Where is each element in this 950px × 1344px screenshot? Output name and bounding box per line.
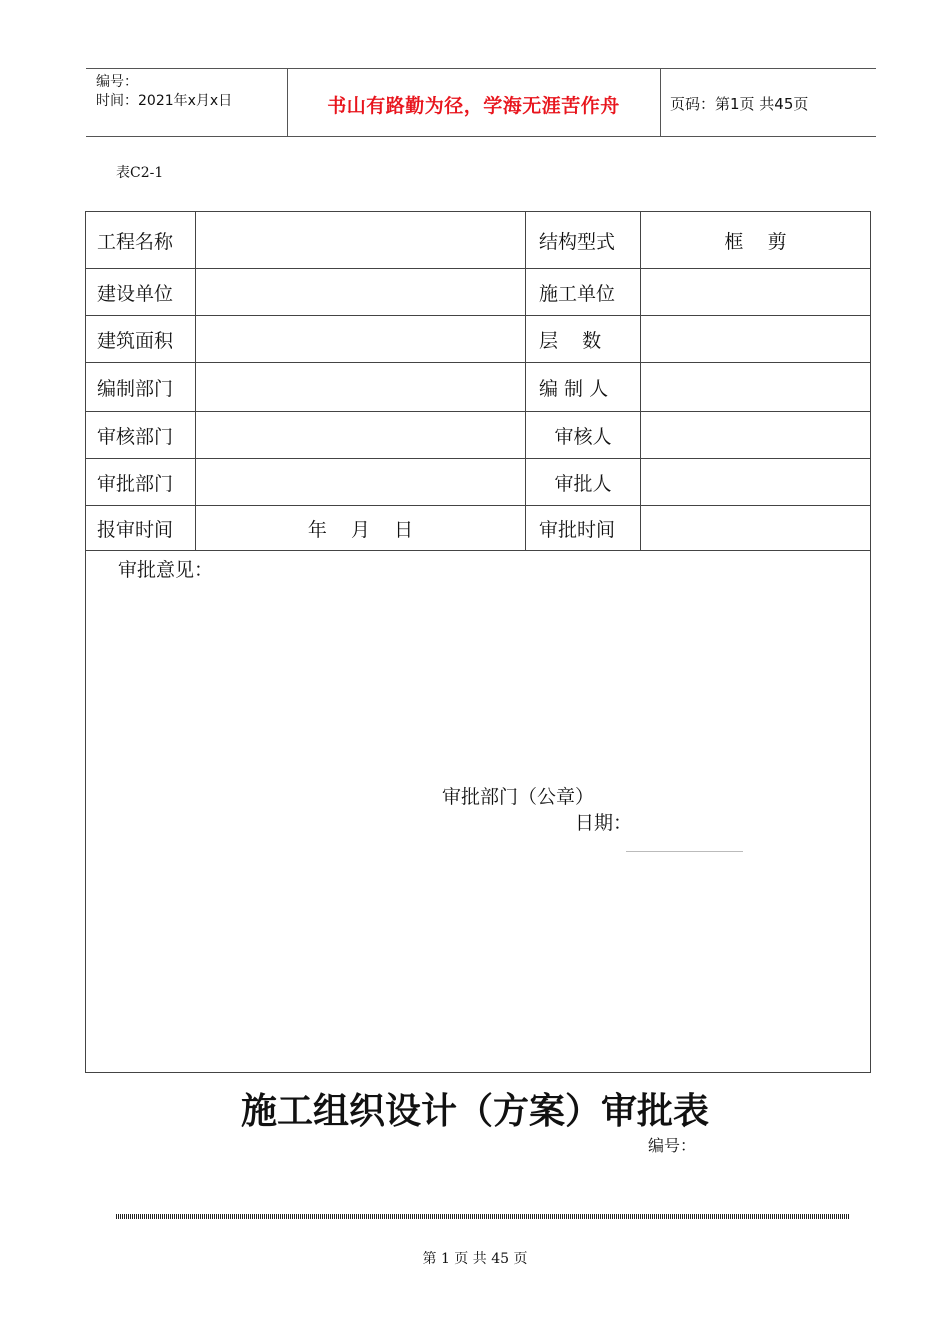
header-meta xyxy=(96,73,232,111)
form-row xyxy=(86,212,871,269)
opinion-date-label: 日期： xyxy=(575,812,633,834)
approver-field[interactable] xyxy=(641,459,871,506)
opinion-box xyxy=(86,551,870,1072)
date-underline xyxy=(626,851,743,852)
form-row xyxy=(86,316,871,363)
approval-form-table xyxy=(85,211,871,1073)
reviewer-label: 审核人 xyxy=(526,412,641,459)
approval-time-field[interactable] xyxy=(641,506,871,551)
form-row xyxy=(86,269,871,316)
approval-dept-label: 审批部门 xyxy=(86,459,196,506)
preparer-label: 编 制 人 xyxy=(526,363,641,412)
structure-type-label: 结构型式 xyxy=(526,212,641,269)
prepared-dept-label: 编制部门 xyxy=(86,363,196,412)
form-row xyxy=(86,363,871,412)
page-header xyxy=(86,68,876,137)
storeys-label: 层 数 xyxy=(526,316,641,363)
review-dept-label: 审核部门 xyxy=(86,412,196,459)
serial-label: 编号： xyxy=(648,1136,697,1155)
structure-type-field[interactable]: 框 剪 xyxy=(641,212,871,269)
storeys-field[interactable] xyxy=(641,316,871,363)
header-motto: 书山有路勤为径，学海无涯苦作舟 xyxy=(327,95,620,117)
form-row xyxy=(86,412,871,459)
floor-area-label: 建筑面积 xyxy=(86,316,196,363)
prepared-dept-field[interactable] xyxy=(196,363,526,412)
document-title: 施工组织设计（方案）审批表 xyxy=(240,1090,709,1132)
contractor-label: 施工单位 xyxy=(526,269,641,316)
form-row xyxy=(86,506,871,551)
dotted-separator xyxy=(116,1214,849,1219)
floor-area-field[interactable] xyxy=(196,316,526,363)
submit-time-label: 报审时间 xyxy=(86,506,196,551)
contractor-field[interactable] xyxy=(641,269,871,316)
reviewer-field[interactable] xyxy=(641,412,871,459)
page-footer: 第 1 页 共 45 页 xyxy=(422,1251,528,1267)
opinion-cell[interactable] xyxy=(86,551,871,1073)
client-field[interactable] xyxy=(196,269,526,316)
header-number-label: 编号： xyxy=(96,74,138,90)
opinion-title: 审批意见： xyxy=(118,559,214,581)
client-label: 建设单位 xyxy=(86,269,196,316)
review-dept-field[interactable] xyxy=(196,412,526,459)
form-row xyxy=(86,459,871,506)
approval-time-label: 审批时间 xyxy=(526,506,641,551)
submit-date-field[interactable]: 年 月 日 xyxy=(196,506,526,551)
header-divider xyxy=(660,69,661,136)
project-name-field[interactable] xyxy=(196,212,526,269)
preparer-field[interactable] xyxy=(641,363,871,412)
form-code: 表C2-1 xyxy=(116,165,164,181)
opinion-row xyxy=(86,551,871,1073)
header-time: 时间：2021年x月x日 xyxy=(96,93,233,109)
opinion-dept-seal: 审批部门（公章） xyxy=(442,786,595,808)
approval-dept-field[interactable] xyxy=(196,459,526,506)
header-page-info: 页码：第1页 共45页 xyxy=(670,95,809,113)
project-name-label: 工程名称 xyxy=(86,212,196,269)
approver-label: 审批人 xyxy=(526,459,641,506)
